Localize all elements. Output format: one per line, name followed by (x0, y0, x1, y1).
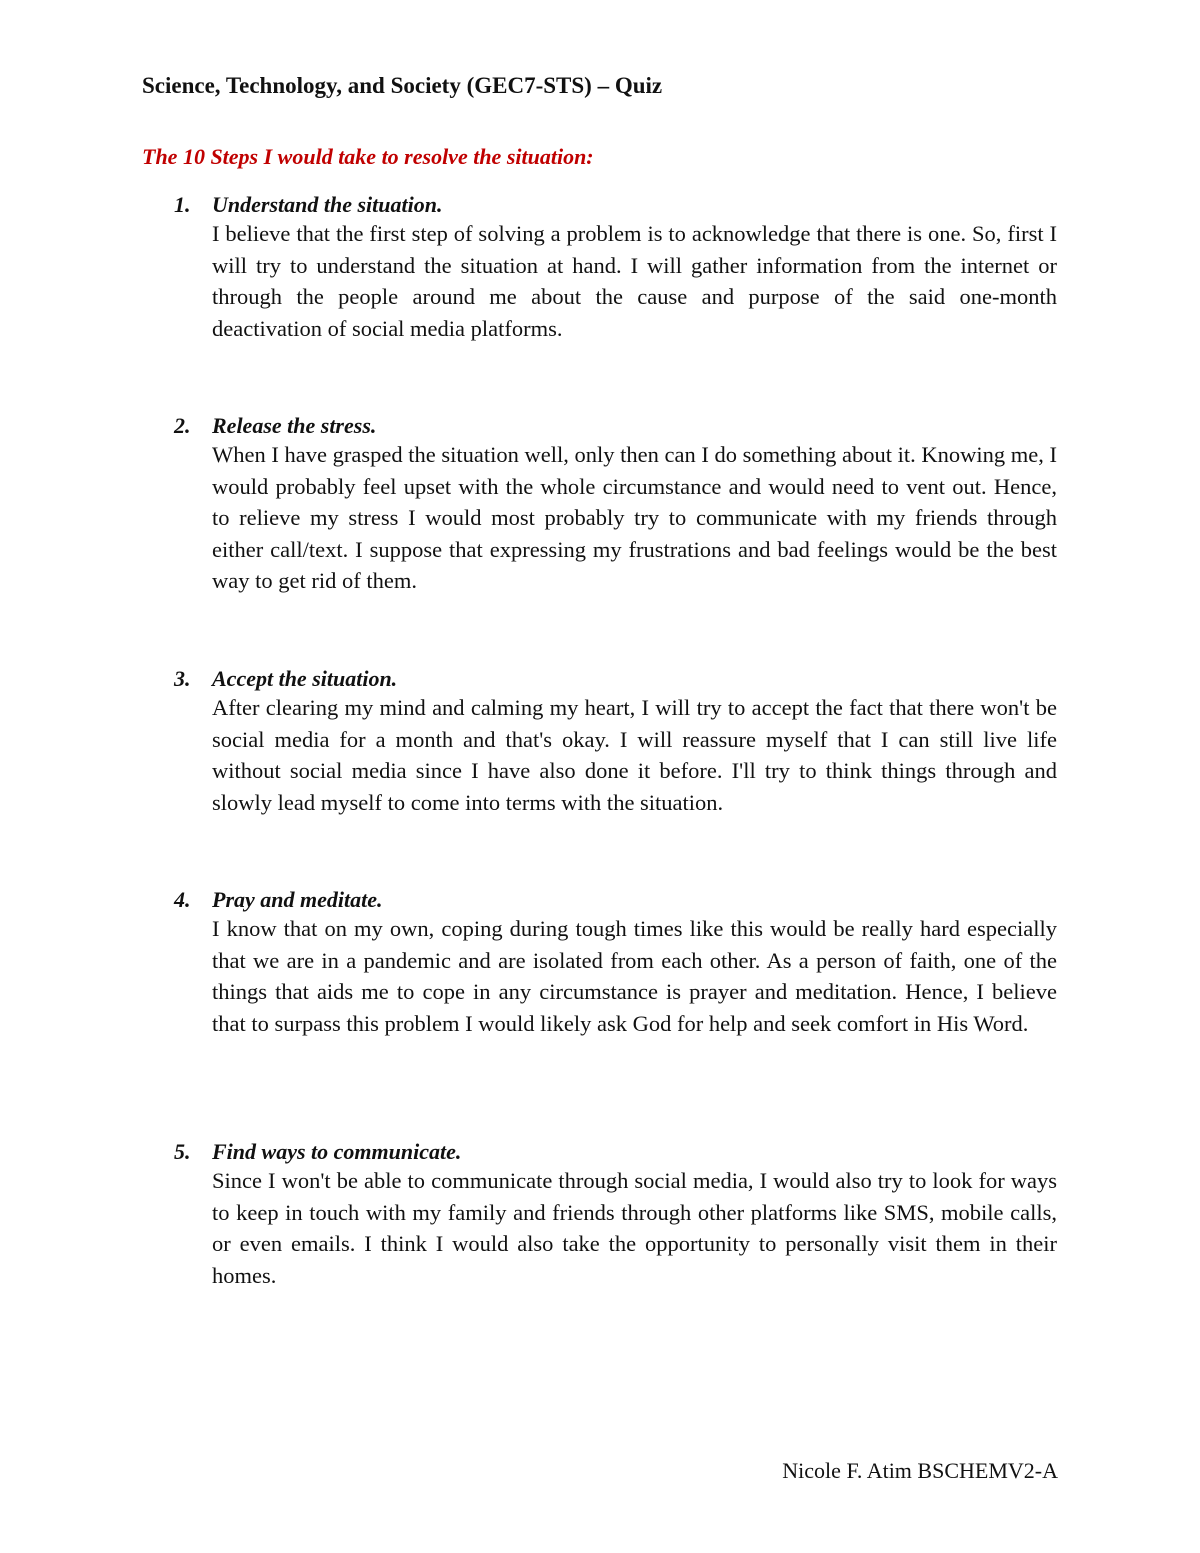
step-body: I believe that the first step of solving a problem is to acknowledge that there is one. So, first I will try to understand the situation at hand. I will gather information from the internet or through the people around me about the cause and purpose of the said one-month deactivation of social media platforms. (212, 221, 1057, 341)
step-title: Pray and meditate. (212, 887, 383, 912)
document-title: Science, Technology, and Society (GEC7-STS) – Quiz (142, 73, 663, 98)
step-body: When I have grasped the situation well, only then can I do something about it. Knowing me, I would probably feel upset with the whole circumstance and would need to vent out. Hence, to relieve my stress I would most probably try to communicate with my friends through either call/text. I suppose that expressing my frustrations and bad feelings would be the best way to get rid of them. (212, 442, 1057, 594)
step-title: Release the stress. (212, 413, 377, 438)
author-footer: Nicole F. Atim BSCHEMV2-A (782, 1458, 1058, 1483)
step-number: 5. (174, 1139, 191, 1164)
step-body: After clearing my mind and calming my heart, I will try to accept the fact that there won't be social media for a month and that's okay. I will reassure myself that I can still live life without social media since I have also done it before. I'll try to think things through and slowly lead myself to come into terms with the situation. (212, 695, 1057, 815)
step-body: I know that on my own, coping during tough times like this would be really hard especially that we are in a pandemic and are isolated from each other. As a person of faith, one of the things that aids me to cope in any circumstance is prayer and meditation. Hence, I believe that to surpass this problem I would likely ask God for help and seek comfort in His Word. (212, 916, 1057, 1036)
step-number: 1. (174, 192, 191, 217)
step-title: Understand the situation. (212, 192, 443, 217)
step-title: Accept the situation. (212, 666, 398, 691)
step-number: 3. (174, 666, 191, 691)
step-title: Find ways to communicate. (212, 1139, 462, 1164)
step-number: 2. (174, 413, 191, 438)
step-number: 4. (174, 887, 191, 912)
step-body: Since I won't be able to communicate through social media, I would also try to look for ways to keep in touch with my family and friends through other platforms like SMS, mobile calls, or even emails. I think I would also take the opportunity to personally visit them in their homes. (212, 1168, 1057, 1288)
steps-heading: The 10 Steps I would take to resolve the situation: (142, 144, 594, 169)
